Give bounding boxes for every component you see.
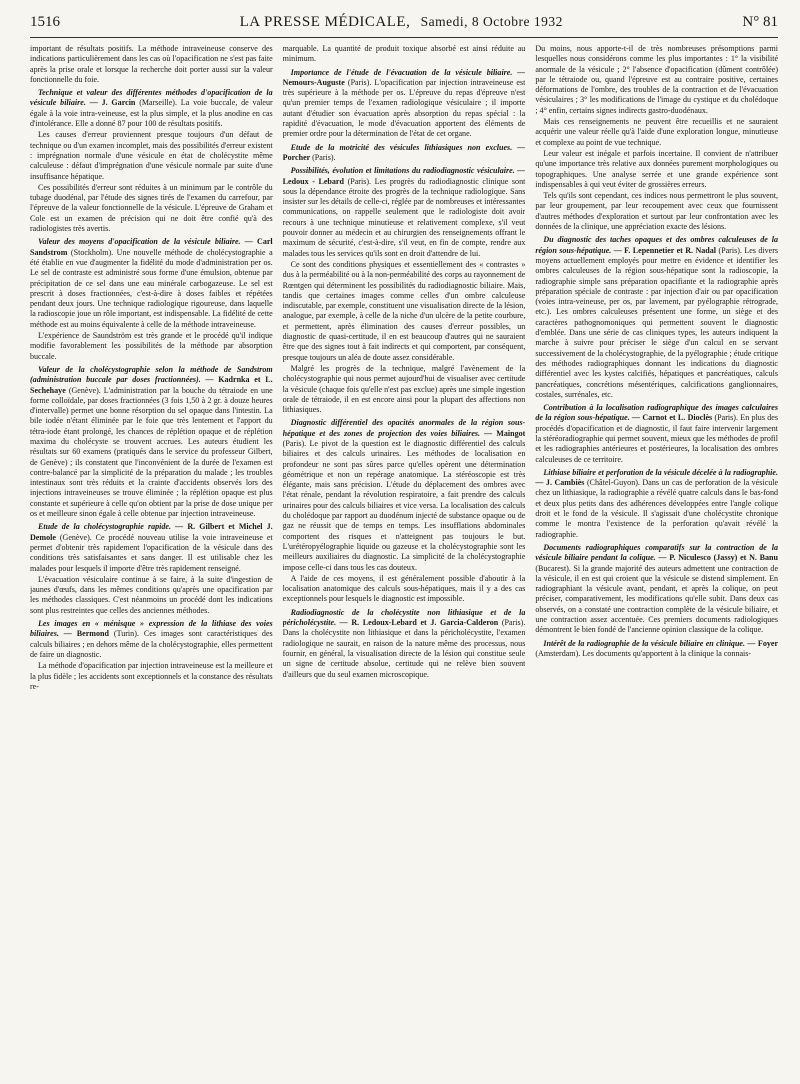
paragraph: L'expérience de Saundström est très grande et le procédé qu'il indique modifie favorablement les possibilités de la méthode par absorption buccale.: [30, 331, 273, 361]
abstract-entry: [283, 166, 526, 259]
page-number: 1516: [30, 14, 60, 30]
abstract-body: (Bucarest). Si la grande majorité des auteurs admettent une contraction de la vésicule, il en est qui croient que la vésicule se distend simplement. En radiographiant la vésicule avant, pendant, et après la colique, on peut préciser, comparativement, les modifications qu'elle subit. Dans deux cas observés, on a constaté une contraction complète de la vésicule biliaire, et une contraction assez accentuée. Ces premiers documents radiologiques démontrent le bien fondé de l'ancienne opinion classique de la colique.: [535, 563, 779, 635]
abstract-title: Radiodiagnostic de la cholécystite non lithiasique et de la péricholécystite. —: [282, 607, 526, 628]
paragraph: Ce sont des conditions physiques et essentiellement des « contrastes » dus à la perméabilité ou à la non-perméabilité des corps au rayonnement de Rœntgen qui déterminent les possibilités du radiodiagnostic biliaire. Mais, tandis que certaines images comme celles d'un ombre calculeuse indiscutable, par exemple, constituent une visualisation directe de la lésion, analogue, par exemple, à celle de la niche d'un ulcère de la petite courbure, et permettent, après élimination des causes d'erreur possibles, un diagnostic de quasi-certitude, il en est beaucoup d'autres qui ne sauraient être que des signes tout à fait indirects et qui comportent, par conséquent, presque toujours un aléa de doute assez considérable.: [282, 259, 526, 362]
abstract-body: (Châtel-Guyon). Dans un cas de perforation de la vésicule chez un lithiasique, la radiographie a révélé quatre calculs dans le bas-fond et deux plus petits dans des adhérences développées entre l'angle colique droit et le fond de la vésicule. Il s'agissait d'une cholécystite chronique comme le montra l'existence de la perforation qu'avait révélé la radiographie.: [535, 478, 779, 539]
masthead: [240, 14, 563, 31]
abstract-entry: [283, 68, 526, 140]
paragraph: A l'aide de ces moyens, il est généralement possible d'aboutir à la localisation anatomique des calculs sous-hépatiques, mais il y a des cas exceptionnels pour lesquels le diagnostic est impossible.: [282, 573, 526, 604]
abstract-title: Les images en « ménisque » expression de la lithiase des voies biliaires. —: [30, 619, 273, 639]
paragraph: La méthode d'opacification par injection intraveineuse est la meilleure et la plus fidèle ; les accidents sont exceptionnels et la constance des résultats re-: [30, 661, 273, 691]
publication-title: LA PRESSE MÉDICALE,: [239, 14, 411, 30]
abstract-title: Du diagnostic des taches opaques et des ombres calculeuses de la région sous-hépatique. —: [535, 235, 779, 255]
issue-date: Samedi, 8 Octobre 1932: [420, 14, 563, 29]
abstract-title: Valeur de la cholécystographie selon la méthode de Sandstrom (administration buccale par doses fractionnées). —: [30, 364, 273, 385]
abstract-author: Maingot: [496, 428, 526, 438]
abstract-title: Lithiase biliaire et perforation de la vésicule décelée à la radiographie. —: [535, 467, 779, 488]
abstract-body: (Paris). L'opacification par injection intraveineuse est très supérieure à la méthode per os. L'épreuve du repas d'épreuve n'est qu'un premier temps de l'examen radiologique vésiculaire ; il importe autant d'étudier son évacuation après absorption du repas spécial : la rapidité d'évacuation, le mode d'évacuation apportent des éléments de premier ordre pour la détermination de l'état de cet organe.: [282, 77, 526, 139]
abstract-entry: [283, 143, 526, 164]
abstract-title: Diagnostic différentiel des opacités anormales de la région sous-hépatique et des zones de projection des voies biliaires. —: [282, 418, 526, 438]
abstract-author: Carl Sandstrom: [30, 237, 273, 257]
abstract-author: Bermond: [76, 629, 114, 639]
abstract-author: J. Garcin: [101, 98, 140, 108]
abstract-entry: [30, 365, 273, 519]
abstract-body: (Paris). En plus des procédés d'opacification et de diagnostic, il faut faire intervenir largement la stéréoradiographie qui permet souvent, mieux que les méthodes de profil et les radiographies antérieures et postérieures, la localisation des ombres calculeuses de ce territoire.: [535, 413, 779, 464]
abstract-body: (Paris). Les divers moyens actuellement employés pour mettre en évidence et identifier les ombres calculeuses de la région sous-hépatique sont la radioscopie, la radiographie simple sans préparation opacifiante et la radiographie après préparation spéciale de contraste : par injection d'air ou par opacification (voies intra-veineuse, per os, par lavement, par pyélographie rétrograde, etc.). Les ombres calculeuses présentent une forme, un siège et des caractères pathognomoniques qui permettent souvent le diagnostic d'emblée. Dans une série de cas cliniques types, les auteurs indiquent la marche à suivre pour préciser le siège d'un calcul en se servant successivement de la cholécystographie, de la pyélographie ; étude critique des méthodes radiographiques donnant les indications du diagnostic différentiel avec les kystes calcifiés, hépatiques et pancréatiques, calculs pancréatiques, concrétions mésentériques, calcifications ganglionnaires, costales, surrénales, etc.: [535, 245, 779, 399]
abstract-title: Importance de l'étude de l'évacuation de la vésicule biliaire. —: [290, 67, 526, 77]
paragraph: Tels qu'ils sont cependant, ces indices nous permettront le plus souvent, par leur groupement, par leur recoupement avec ceux que fournissent d'autres méthodes d'exploration et surtout par leur confrontation avec les données de la clinique, une appréciation exacte des lésions.: [535, 191, 779, 232]
abstract-author: J. Cambiès: [545, 478, 587, 488]
abstract-author: F. Lepennetier et R. Nadal: [624, 245, 719, 255]
abstract-entry: [30, 237, 273, 330]
column-3: [535, 44, 778, 1084]
abstract-author: Porcher: [282, 152, 313, 162]
paragraph: Leur valeur est inégale et parfois incertaine. Il convient de n'attribuer qu'une importance très relative aux données purement morphologiques ou topographiques. Une analyse serrée et une grande expérience sont indispensables à qui veut éviter de grossières erreurs.: [535, 148, 779, 189]
abstract-entry: [283, 608, 526, 680]
abstract-entry: [535, 235, 778, 400]
paragraph: Ces possibilités d'erreur sont réduites à un minimum par le contrôle du tubage duodénal, par l'étude des signes tirés de l'examen du carrefour, par l'épreuve de la valeur fonctionnelle de la vésicule. L'épreuve de Graham et Cole est un examen de précision qui ne doit être confié qu'à des radiologistes très avertis.: [30, 182, 273, 234]
continued-paragraph: marquable. La quantité de produit toxique absorbé est ainsi réduite au minimum.: [282, 44, 526, 64]
paragraph: Malgré les progrès de la technique, malgré l'avènement de la cholécystographie qui nous permet aujourd'hui de visualiser avec certitude la vésicule (chaque fois qu'elle n'est pas exclue) après une simple ingestion orale de tétraiode, il en est encore ainsi pour la plupart des affections non lithiasiques.: [282, 363, 526, 415]
abstract-body: (Paris). Les progrès du radiodiagnostic clinique sont sous la dépendance étroite des progrès de la technique radiologique. Sans insister sur les détails de celle-ci, réglée par de nombreuses et intéressantes communications, on rappelle seulement que le radiologiste doit avoir recours à une technique minutieuse et relativement complexe, s'il veut pouvoir donner au médecin et au chirurgien des renseignements offrant le maximum de sécurité, c'est-à-dire, s'il veut, en fin de compte, rendre aux malades tous les services qu'ils sont en droit d'attendre de lui.: [282, 176, 526, 258]
paragraph: L'évacuation vésiculaire continue à se faire, à la suite d'ingestion de jaunes d'œufs, dans les mêmes conditions qu'après une opacification par les méthodes classiques. C'est néanmoins un procédé dont les indications sont plus restreintes que celles des anciennes méthodes.: [30, 574, 273, 615]
abstract-author: Ledoux - Lebard: [282, 176, 348, 186]
abstract-body: (Marseille). La voie buccale, de valeur égale à la voie intra-veineuse, est la plus simple, et la plus anodine en cas d'intolérance. Elle a donné 87 pour 100 de résultats positifs.: [30, 98, 273, 129]
abstract-title: Technique et valeur des différentes méthodes d'opacification de la vésicule biliaire. —: [30, 88, 273, 108]
abstract-author: R. Ledoux-Lebard et J. Garcia-Calderon: [351, 618, 502, 628]
column-2: [283, 44, 526, 1084]
paragraph: Mais ces renseignements ne peuvent être recueillis et ne sauraient acquérir une valeur réelle qu'à l'aide d'une exploration longue, minutieuse et complexe au point de vue technique.: [535, 117, 779, 147]
abstract-title: Contribution à la localisation radiographique des images calculaires de la région sous-hépatique. —: [535, 403, 779, 423]
abstract-author: Foyer: [757, 638, 779, 648]
abstract-entry: [535, 639, 778, 660]
abstract-entry: [30, 522, 273, 573]
abstract-body: (Genève). Ce procédé nouveau utilise la voie intraveineuse et permet d'obtenir très rapidement l'opacification de la vésicule dans des conditions très satisfaisantes et sans danger. Il est utilisable chez les malades pour lesquels il importe d'être très rapidement renseigné.: [30, 532, 273, 573]
abstract-body: (Turin). Ces images sont caractéristiques des calculs biliaires ; en dehors même de la cholécystographie, elles permettent de faire un diagnostic.: [30, 629, 273, 659]
abstract-title: Possibilités, évolution et limitations du radiodiagnostic vésiculaire. —: [290, 166, 526, 176]
abstract-author: P. Niculesco (Jassy) et N. Banu: [669, 553, 779, 563]
abstract-title: Intérêt de la radiographie de la vésicule biliaire en clinique. —: [543, 638, 758, 648]
continued-paragraph: Du moins, nous apporte-t-il de très nombreuses présomptions parmi lesquelles nous considérons comme les plus importantes : 1° la visibilité anormale de la vésicule ; 2° l'absence d'opacification (dûment contrôlée) par le tétraiode ou, quand l'épreuve est au contraire positive, certaines déformations de l'ombre, des troubles de la contraction et de l'évacuation vésiculaires ; 3° les modifications de l'image du cystique et du cholédoque ; 4° enfin, certains signes indirects gastro-duodénaux.: [535, 44, 779, 115]
article-columns: [30, 44, 778, 1084]
continued-paragraph: important de résultats positifs. La méthode intraveineuse conserve des indications particulièrement dans les cas où l'opacification ne s'est pas faite après la prise orale et lorsque la recherche doit porter aussi sur la valeur fonctionnelle du foie.: [30, 44, 273, 84]
abstract-title: Documents radiographiques comparatifs sur la contraction de la vésicule biliaire pendant la colique. —: [535, 542, 779, 563]
abstract-author: Carnot et L. Dioclès: [642, 413, 715, 423]
abstract-author: Nemours-Auguste: [282, 77, 348, 87]
column-1: [30, 44, 273, 1084]
abstract-entry: [535, 403, 778, 465]
abstract-entry: [283, 418, 526, 572]
abstract-entry: [30, 88, 273, 129]
abstract-title: Etude de la cholécystographie rapide. —: [38, 522, 188, 532]
paragraph: Les causes d'erreur proviennent presque toujours d'un défaut de technique ou d'un examen incomplet, mais des possibilités d'erreur existent : imprégnation normale d'une vésicule en état de cholécystite même calculeuse : défaut d'imprégnation d'une vésicule normale par suite d'une insuffisance hépatique.: [30, 130, 273, 181]
abstract-body: (Genève). L'administration par la bouche du tétraiode en une forme colloïdale, par doses fractionnées (3 fois 1,50 à 2 gr. à douze heures d'intervalle) permet une bonne résorption du sel opaque dans l'intestin. La bile iodée n'étant éliminée par le foie que très lentement et l'apport du tétra-iode étant prolongé, les chances de réplétion opaque et de réplétion maxima du cholécyste se trouvent accrues. Les auteurs étudient les résultats sur 60 examens (pratiqués dans le service du professeur Gilbert, de Genève) ; ils constatent que l'inconvénient de la durée de l'examen est contre-balancé par la simplicité de la préparation du malade ; les troubles intestinaux sont très réduits et la crainte d'accidents observés lors des injections intraveineuses se trouve éliminée ; la réplétion opaque est plus constante et supérieure à celle qu'on obtient par la prise de dose unique per os et meilleure sinon égale à celle obtenue par injection intraveineuse.: [30, 385, 273, 519]
abstract-body: (Amsterdam). Les documents qu'apportent à la clinique la connais-: [535, 648, 752, 658]
abstract-body: (Paris). Dans la cholécystite non lithiasique et dans la péricholécystite, l'examen radiologique ne saurait, en raison de la nature même des processus, nous fournir, en général, la visualisation directe de la lésion qui constitue seule un signe de certitude absolue, certitude qui ne relève bien souvent d'ailleurs que du seul examen microscopique.: [282, 618, 526, 679]
page-header: [30, 14, 778, 38]
abstract-entry: [535, 468, 778, 540]
abstract-body: (Paris). Le pivot de la question est le diagnostic différentiel des calculs biliaires et des calculs urinaires. Les méthodes de localisation en profondeur ne sont pas sûres parce qu'elles opèrent une détermination géométrique et non un repérage anatomique. La stéréoscopie est très élégante, mais sans précision. L'étude du déplacement des ombres avec l'état rénale, pendant la révolution respiratoire, a fait prendre des calculs urinaires pour des calculs biliaires et vice versa. La localisation des calculs du cholédoque par rapport au duodénum injecté de substance opaque ou de gaz ne réussit que de temps en temps. Les insufflations abdominales comportent des risques et n'atteignent pas toujours le but. L'urétéropyélographie liquide ou gazeuse et la cholécystographie sont les meilleurs auxiliaires du diagnostic. La simplicité de la cholécystographie impose celle-ci dans tous les cas douteux.: [282, 438, 526, 572]
abstract-title: Etude de la motricité des vésicules lithiasiques non exclues. —: [290, 142, 526, 152]
abstract-entry: [30, 619, 273, 660]
abstract-author: R. Gilbert et Michel J. Demole: [30, 522, 273, 542]
abstract-author: Kadrnka et L. Sechehaye: [30, 375, 273, 395]
abstract-title: Valeur des moyens d'opacification de la vésicule biliaire. —: [38, 237, 258, 247]
abstract-entry: [535, 543, 778, 636]
abstract-body: (Paris).: [312, 152, 336, 162]
issue-number: N° 81: [742, 14, 778, 30]
abstract-body: (Stockholm). Une nouvelle méthode de cholécystographie a été établie en vue d'augmenter la fidélité du mode d'administration per os. Le sel de contraste est administré sous forme d'une émulsion, obtenue par précipitation de ce sel dans une eau minérale carbogazeuse. Le sel est prescrit à doses fractionnées, c'est-à-dire à doses faibles et répétées pendant deux jours. Une technique radiologique rigoureuse, dans laquelle la radioscopie joue un rôle important, est indispensable. La fidélité de cette méthode est au moins équivalente à celle de la méthode intraveineuse.: [30, 247, 273, 329]
